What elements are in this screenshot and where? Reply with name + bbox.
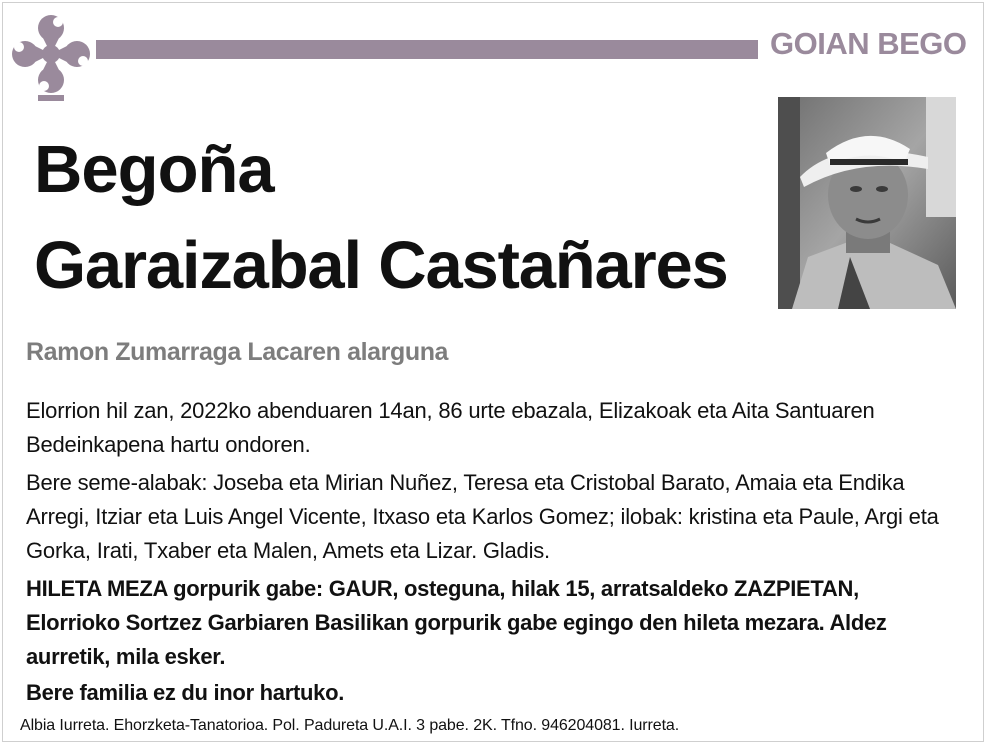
deceased-surnames: Garaizabal Castañares xyxy=(34,228,728,303)
family-paragraph: Bere seme-alabak: Joseba eta Mirian Nuñez, Teresa eta Cristobal Barato, Amaia eta Endika Arregi, Itziar eta Luis Angel Vicente, Itxaso eta Karlos Gomez; ilobak: kristina eta Paule, Argi eta Gorka, Irati, Txaber eta Malen, Amets eta Lizar. Gladis. xyxy=(26,470,939,563)
lauburu-icon xyxy=(8,10,94,102)
deceased-first-name: Begoña xyxy=(34,132,274,207)
header-bar xyxy=(96,40,758,59)
death-notice-paragraph: Elorrion hil zan, 2022ko abenduaren 14an, 86 urte ebazala, Elizakoak eta Aita Santuaren Bedeinkapena hartu ondoren. xyxy=(26,398,875,457)
subtitle-widow-of: Ramon Zumarraga Lacaren alarguna xyxy=(26,338,449,366)
funeral-mass-paragraph: HILETA MEZA gorpurik gabe: GAUR, osteguna, hilak 15, arratsaldeko ZAZPIETAN, Elorrioko Sortzez Garbiaren Basilikan gorpurik gabe egingo den hileta mezara. Aldez aurretik, mila esker. xyxy=(26,576,887,669)
funeral-home-footer: Albia Iurreta. Ehorzketa-Tanatorioa. Pol. Padureta U.A.I. 3 pabe. 2K. Tfno. 946204081. Iurreta. xyxy=(20,717,680,734)
portrait-photo xyxy=(778,97,956,309)
section-label: GOIAN BEGO xyxy=(770,26,967,61)
no-visits-paragraph: Bere familia ez du inor hartuko. xyxy=(26,680,345,705)
